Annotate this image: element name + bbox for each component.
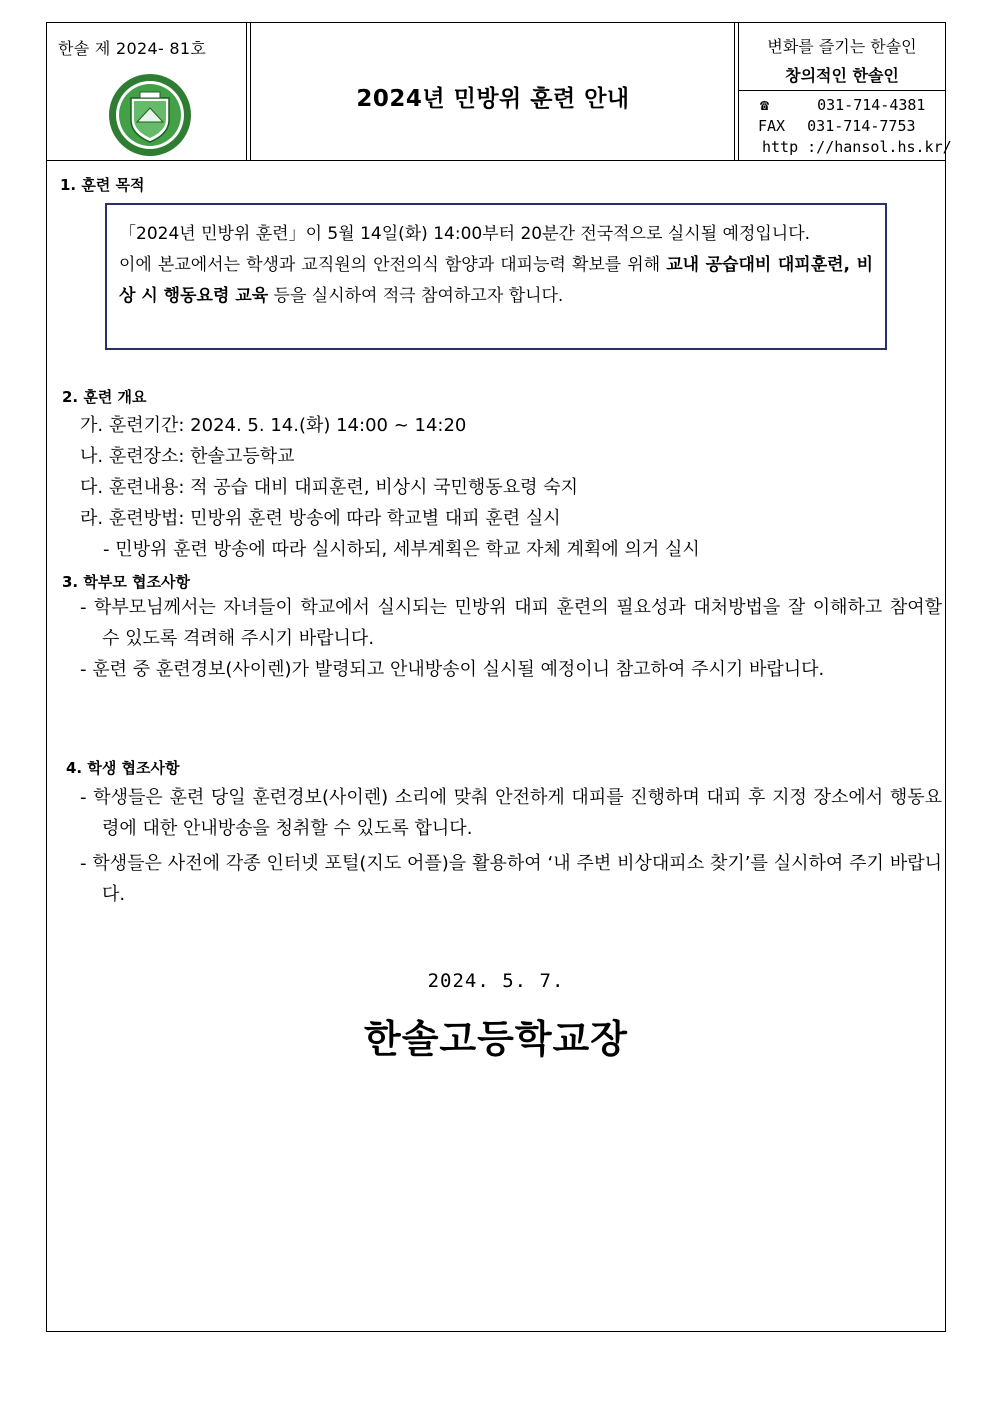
purpose-box <box>105 203 887 350</box>
motto-line-1: 변화를 즐기는 한솔인 <box>767 37 917 56</box>
school-signature: 한솔고등학교장 <box>364 1017 628 1061</box>
header-bottom-line <box>46 160 946 161</box>
list-item: - 학부모님께서는 자녀들이 학교에서 실시되는 민방위 대피 훈련의 필요성과 대처방법을 잘 이해하고 참여할 수 있도록 격려해 주시기 바랍니다. <box>80 597 942 649</box>
fax-number: 031-714-7753 <box>807 117 916 135</box>
list-item: 나. 훈련장소: 한솔고등학교 <box>80 446 295 467</box>
issue-date: 2024. 5. 7. <box>427 970 565 992</box>
fax-line <box>758 117 916 135</box>
phone-line <box>760 96 925 114</box>
motto-line-2: 창의적인 한솔인 <box>785 66 899 85</box>
section-heading: 2. 훈련 개요 <box>62 388 147 406</box>
list-item: 가. 훈련기간: 2024. 5. 14.(화) 14:00 ~ 14:20 <box>80 415 467 436</box>
purpose-paragraph-1: 「2024년 민방위 훈련」이 5월 14일(화) 14:00부터 20분간 전국적으로 실시될 예정입니다. <box>119 224 811 244</box>
header-divider <box>246 22 247 160</box>
header-divider <box>738 22 739 160</box>
purpose-paragraph-2: 이에 본교에서는 학생과 교직원의 안전의식 함양과 대피능력 확보를 위해 교내 공습대비 대피훈련, 비상 시 행동요령 교육 등을 실시하여 적극 참여하고자 합니다. <box>119 255 874 306</box>
section-heading: 1. 훈련 목적 <box>60 176 145 194</box>
school-url[interactable]: http ://hansol.hs.kr/ <box>762 138 952 156</box>
fax-label: FAX <box>758 117 786 135</box>
list-item: - 학생들은 훈련 당일 훈련경보(사이렌) 소리에 맞춰 안전하게 대피를 진행하며 대피 후 지정 장소에서 행동요령에 대한 안내방송을 청취할 수 있도록 합니다. <box>80 787 942 839</box>
header-divider <box>738 90 946 91</box>
list-item: - 훈련 중 훈련경보(사이렌)가 발령되고 안내방송이 실시될 예정이니 참고하여 주시기 바랍니다. <box>80 659 825 680</box>
list-item: 라. 훈련방법: 민방위 훈련 방송에 따라 학교별 대피 훈련 실시 <box>80 508 561 529</box>
section-heading: 3. 학부모 협조사항 <box>62 573 191 591</box>
doc-number: 한솔 제 2024- 81호 <box>58 39 207 58</box>
list-item: - 학생들은 사전에 각종 인터넷 포털(지도 어플)을 활용하여 ‘내 주변 비상대피소 찾기’를 실시하여 주기 바랍니다. <box>80 853 942 905</box>
document-title: 2024년 민방위 훈련 안내 <box>356 86 630 112</box>
school-emblem-icon <box>107 72 193 158</box>
section-heading: 4. 학생 협조사항 <box>66 759 180 777</box>
list-item: 다. 훈련내용: 적 공습 대비 대피훈련, 비상시 국민행동요령 숙지 <box>80 477 578 498</box>
phone-number: 031-714-4381 <box>817 96 926 114</box>
telephone-icon: ☎ <box>760 96 770 114</box>
list-item: - 민방위 훈련 방송에 따라 실시하되, 세부계획은 학교 자체 계획에 의거 실시 <box>103 539 700 560</box>
